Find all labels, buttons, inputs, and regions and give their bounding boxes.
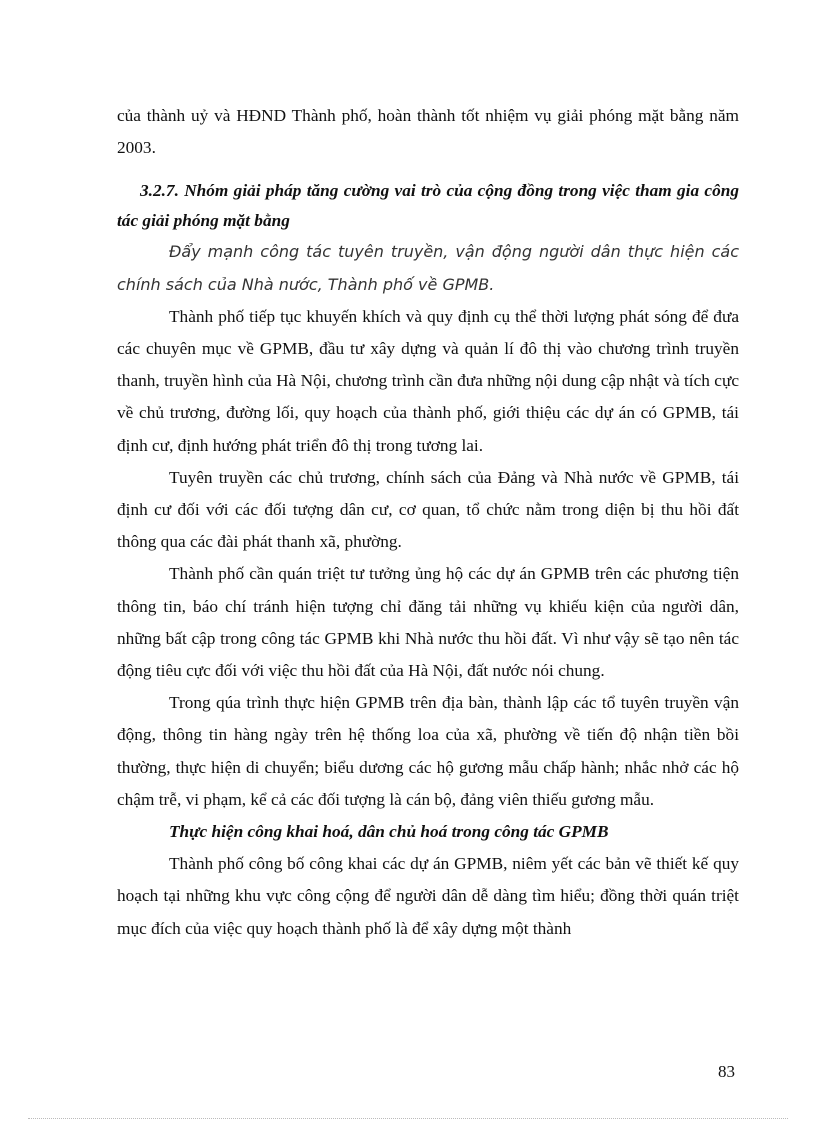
page-bottom-divider	[28, 1118, 788, 1119]
page-body	[117, 100, 739, 945]
page-number: 83	[718, 1062, 735, 1081]
paragraph-propaganda: Tuyên truyền các chủ trương, chính sách của Đảng và Nhà nước về GPMB, tái định cư đối với các đối tượng dân cư, cơ quan, tổ chức nằm trong diện bị thu hồi đất thông qua các đài phát thanh xã, phường.	[117, 467, 739, 552]
italic-lead-paragraph: Đẩy mạnh công tác tuyên truyền, vận động người dân thực hiện các chính sách của Nhà nước, Thành phố về GPMB.	[117, 242, 739, 294]
paragraph-continuation: của thành uỷ và HĐND Thành phố, hoàn thành tốt nhiệm vụ giải phóng mặt bằng năm 2003.	[117, 106, 739, 158]
paragraph-publication: Thành phố công bố công khai các dự án GPMB, niêm yết các bản vẽ thiết kế quy hoạch tại những khu vực công cộng để người dân dễ dàng tìm hiểu; đồng thời quán triệt mục đích của việc quy hoạch thành phố là để xây dựng một thành	[117, 854, 739, 938]
paragraph-implementation: Trong qúa trình thực hiện GPMB trên địa bàn, thành lập các tổ tuyên truyền vận động, thông tin hàng ngày trên hệ thống loa của xã, phường về tiến độ nhận tiền bồi thường, thực hiện di chuyển; biểu dương các hộ gương mẫu chấp hành; nhắc nhở các hộ chậm trễ, vi phạm, kể cả các đối tượng là cán bộ, đảng viên thiếu gương mẫu.	[117, 693, 739, 809]
section-heading: 3.2.7. Nhóm giải pháp tăng cường vai trò của cộng đồng trong việc tham gia công tác giải phóng mặt bằng	[117, 181, 739, 231]
paragraph-media: Thành phố cần quán triệt tư tưởng ủng hộ các dự án GPMB trên các phương tiện thông tin, báo chí tránh hiện tượng chỉ đăng tải những vụ khiếu kiện của người dân, những bất cập trong công tác GPMB khi Nhà nước thu hồi đất. Vì như vậy sẽ tạo nên tác động tiêu cực đối với việc thu hồi đất của Hà Nội, đất nước nói chung.	[117, 564, 739, 681]
subheading-transparency: Thực hiện công khai hoá, dân chủ hoá trong công tác GPMB	[169, 822, 609, 842]
paragraph-broadcast: Thành phố tiếp tục khuyến khích và quy định cụ thể thời lượng phát sóng để đưa các chuyên mục về GPMB, đầu tư xây dựng và quản lí đô thị vào chương trình truyền thanh, truyền hình của Hà Nội, chương trình cần đưa những nội dung cập nhật và tích cực về chủ trương, đường lối, quy hoạch của thành phố, giới thiệu các dự án có GPMB, tái định cư, định hướng phát triển đô thị trong tương lai.	[117, 306, 739, 455]
